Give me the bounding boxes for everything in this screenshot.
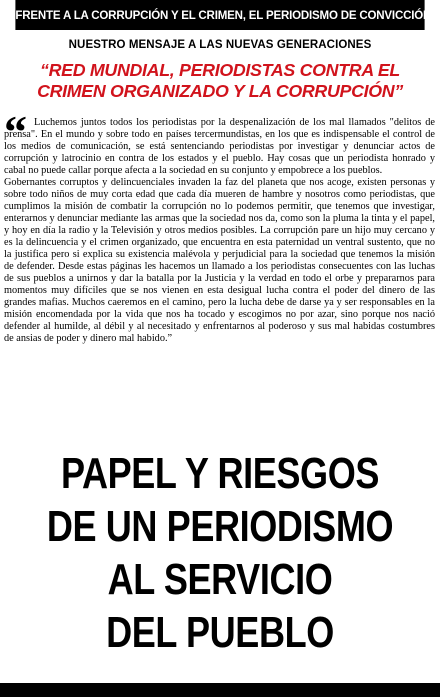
article-paragraph-2: Gobernantes corruptos y delincuenciales invaden la faz del planeta que nos acoge, existen personas y sobre todo niños de muy corta edad que cada día mueren de hambre y nosotros como periodistas, que cumplimos la misión de combatir la corrupción no lo podemos permitir, que tenemos que investigar, enterarnos y denunciar mediante las armas que la sociedad nos da, como son la pluma la tinta y el papel, y hoy en día la radio y la Televisión y otros medios posibles. La corrupción pare un hijo muy cercano y es la delincuencia y el crimen organizado, que encuentra en esta paternidad un ventral sustento, que no la justifica pero si explica su existencia malévola y perjudicial para la sociedad que tenemos la misión de defender. Desde estas páginas les hacemos un llamado a los periodistas consecuentes con las luchas de sus pueblos a unirnos y dar la batalla por la Justicia y la verdad en todo el orbe y prepararnos para momentos muy difíciles que se nos vienen en esta desigual lucha contra el poder del dinero de las grandes mafias. Muchos caeremos en el camino, pero la lucha debe de darse ya y ser responsables en la misión encomendada por la vida que nos ha tocado y escogimos no por azar, sino porque nos nació defender al humilde, al débil y al necesitado y enfrentarnos al poderoso y sus mal habidas costumbres de ansias de poder y dinero mal habido.” bbox=[4, 177, 435, 344]
main-headline bbox=[0, 447, 440, 659]
headline-line1: PAPEL Y RIESGOS bbox=[60, 449, 380, 498]
article-body bbox=[4, 117, 435, 345]
article-paragraph-1: Luchemos juntos todos los periodistas por la despenalización de los mal llamados "delitos de prensa". En el mundo y sobre todo en países tercermundistas, en los que es indispensable el control de los medios de comunicación, se está sentenciando periodistas por investigar y denunciar actos de corrupción y latrocinio en contra de los estados y el pueblo. Hay cosas que un periodista honrado y cabal no puede callar porque afecta a la sociedad en su conjunto y empobrece a los pueblos. bbox=[4, 117, 435, 176]
open-quote-mark: “ bbox=[4, 106, 27, 157]
bottom-rule bbox=[0, 683, 440, 697]
headline-line3: AL SERVICIO bbox=[107, 555, 333, 604]
quote-title bbox=[18, 60, 422, 102]
quote-title-line2: CRIMEN ORGANIZADO Y LA CORRUPCIÓN” bbox=[37, 81, 403, 101]
kicker: NUESTRO MENSAJE A LAS NUEVAS GENERACIONES bbox=[68, 39, 372, 51]
headline-line4: DEL PUEBLO bbox=[106, 608, 334, 657]
quote-title-line1: “RED MUNDIAL, PERIODISTAS CONTRA EL bbox=[40, 60, 400, 80]
top-banner: FRENTE A LA CORRUPCIÓN Y EL CRIMEN, EL PERIODISMO DE CONVICCIÓN bbox=[15, 0, 424, 30]
headline-line2: DE UN PERIODISMO bbox=[46, 502, 394, 551]
